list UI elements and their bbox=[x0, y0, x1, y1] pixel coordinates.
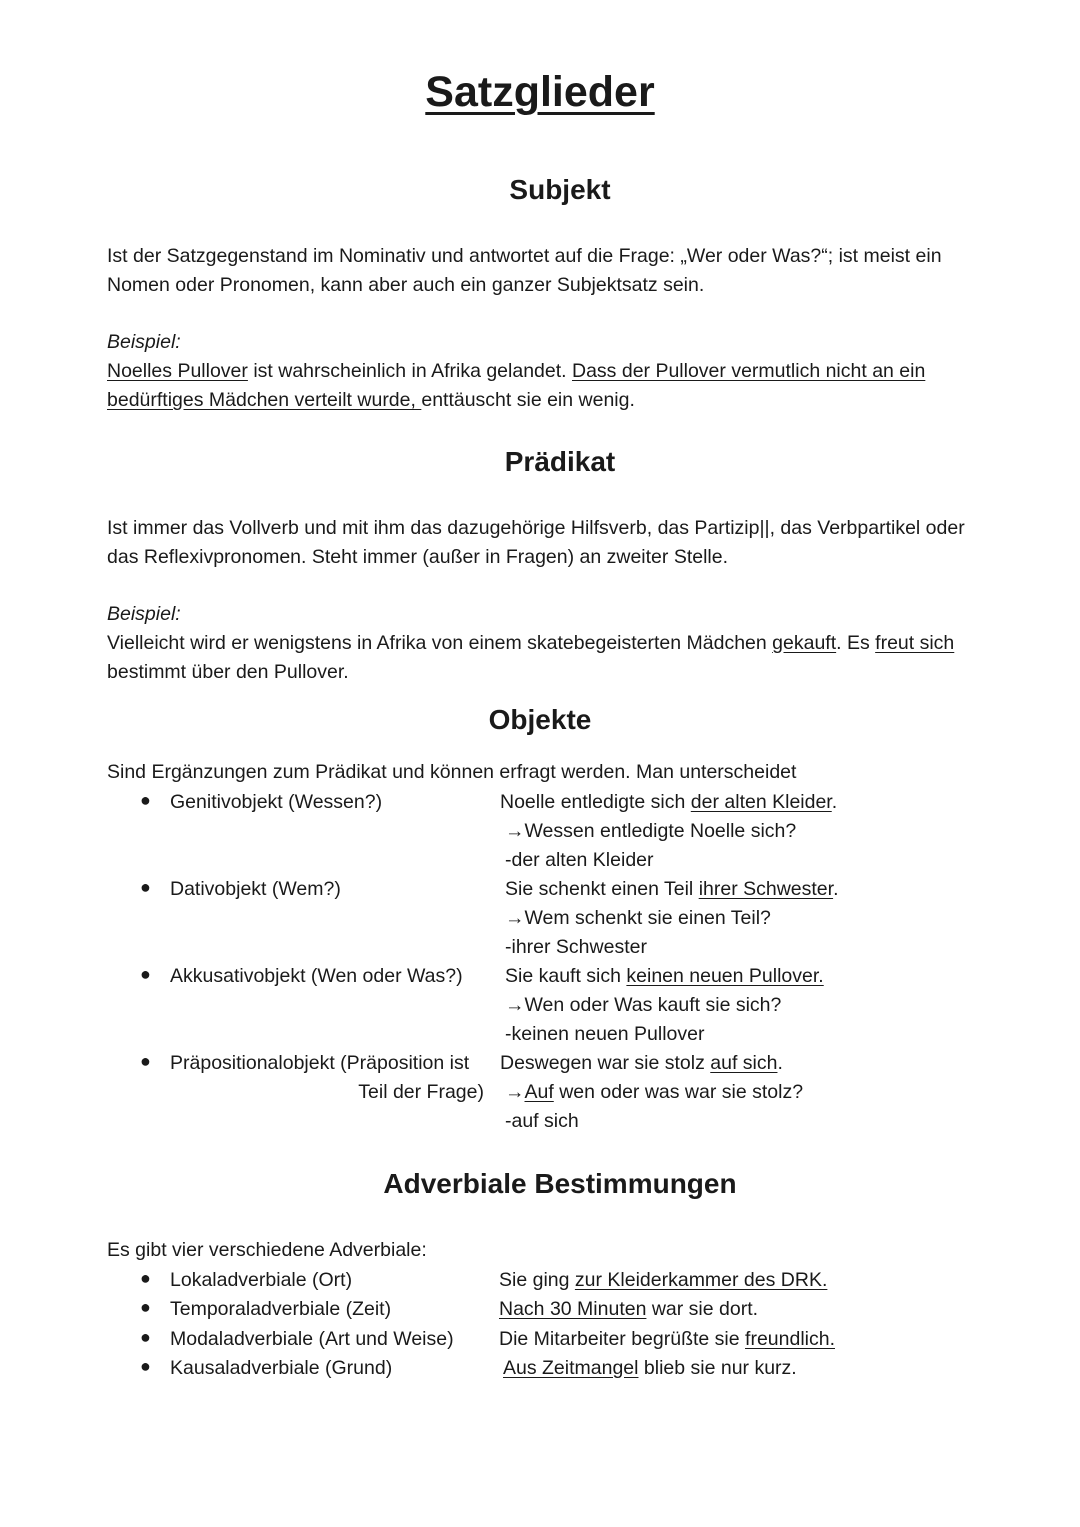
praepositionalobjekt-label: Präpositionalobjekt (Präposition ist bbox=[170, 1052, 470, 1074]
adverbiale-intro: Es gibt vier verschiedene Adverbiale: bbox=[107, 1239, 427, 1261]
lokaladverbiale-label: Lokaladverbiale (Ort) bbox=[170, 1269, 353, 1291]
subjekt-definition: Ist der Satzgegenstand im Nominativ und antwortet auf die Frage: „Wer oder Was?“; ist meist ein Nomen oder Pronomen, kann aber auch ein ganzer Subjektsatz sein. bbox=[107, 245, 942, 296]
dativobjekt-label: Dativobjekt (Wem?) bbox=[170, 878, 341, 900]
section-heading-objekte: Objekte bbox=[488, 704, 592, 735]
page-title: Satzglieder bbox=[425, 68, 655, 116]
subjekt-example: Noelles Pullover ist wahrscheinlich in Afrika gelandet. Dass der Pullover vermutlich nicht an ein bedürftiges Mädchen verteilt wurde, enttäuscht sie ein wenig. bbox=[107, 360, 926, 411]
subjekt-example-label: Beispiel: bbox=[107, 331, 181, 353]
section-heading-subjekt: Subjekt bbox=[509, 174, 611, 205]
akkusativobjekt-example: Sie kauft sich keinen neuen Pullover. bbox=[505, 965, 824, 987]
kausaladverbiale-label: Kausaladverbiale (Grund) bbox=[170, 1357, 393, 1379]
section-heading-adverbiale: Adverbiale Bestimmungen bbox=[383, 1168, 737, 1199]
lokaladverbiale-example: Sie ging zur Kleiderkammer des DRK. bbox=[499, 1269, 828, 1291]
bullet: ● bbox=[140, 1051, 151, 1071]
modaladverbiale-example: Die Mitarbeiter begrüßte sie freundlich. bbox=[499, 1328, 835, 1350]
genitivobjekt-example: Noelle entledigte sich der alten Kleider. bbox=[500, 791, 838, 813]
praepositionalobjekt-question: →Auf wen oder was war sie stolz? bbox=[505, 1081, 804, 1103]
akkusativobjekt-question: →Wen oder Was kauft sie sich? bbox=[505, 994, 782, 1016]
genitivobjekt-question: →Wessen entledigte Noelle sich? bbox=[505, 820, 797, 842]
modaladverbiale-label: Modaladverbiale (Art und Weise) bbox=[170, 1328, 454, 1350]
akkusativobjekt-answer: -keinen neuen Pullover bbox=[505, 1023, 705, 1045]
dativobjekt-answer: -ihrer Schwester bbox=[505, 936, 647, 958]
praepositionalobjekt-label-line2: Teil der Frage) bbox=[358, 1081, 484, 1103]
bullet: ● bbox=[140, 877, 151, 897]
genitivobjekt-answer: -der alten Kleider bbox=[505, 849, 654, 871]
bullet: ● bbox=[140, 964, 151, 984]
praepositionalobjekt-answer: -auf sich bbox=[505, 1110, 579, 1132]
bullet: ● bbox=[140, 1356, 151, 1376]
bullet: ● bbox=[140, 1327, 151, 1347]
bullet: ● bbox=[140, 790, 151, 810]
bullet: ● bbox=[140, 1268, 151, 1288]
section-heading-praedikat: Prädikat bbox=[504, 446, 616, 477]
temporaladverbiale-label: Temporaladverbiale (Zeit) bbox=[170, 1298, 392, 1320]
praedikat-definition: Ist immer das Vollverb und mit ihm das dazugehörige Hilfsverb, das Partizip||, das Verbpartikel oder das Reflexivpronomen. Steht immer (außer in Fragen) an zweiter Stelle. bbox=[107, 517, 965, 568]
genitivobjekt-label: Genitivobjekt (Wessen?) bbox=[170, 791, 383, 813]
praepositionalobjekt-example: Deswegen war sie stolz auf sich. bbox=[500, 1052, 783, 1074]
bullet: ● bbox=[140, 1297, 151, 1317]
praedikat-example: Vielleicht wird er wenigstens in Afrika von einem skatebegeisterten Mädchen gekauft. Es freut sich bestimmt über den Pullover. bbox=[107, 632, 955, 683]
praedikat-example-label: Beispiel: bbox=[107, 603, 181, 625]
temporaladverbiale-example: Nach 30 Minuten war sie dort. bbox=[499, 1298, 759, 1320]
kausaladverbiale-example: Aus Zeitmangel blieb sie nur kurz. bbox=[503, 1357, 797, 1379]
objekte-intro: Sind Ergänzungen zum Prädikat und können erfragt werden. Man unterscheidet bbox=[107, 761, 797, 783]
dativobjekt-question: →Wem schenkt sie einen Teil? bbox=[505, 907, 771, 929]
dativobjekt-example: Sie schenkt einen Teil ihrer Schwester. bbox=[505, 878, 839, 900]
akkusativobjekt-label: Akkusativobjekt (Wen oder Was?) bbox=[170, 965, 463, 987]
